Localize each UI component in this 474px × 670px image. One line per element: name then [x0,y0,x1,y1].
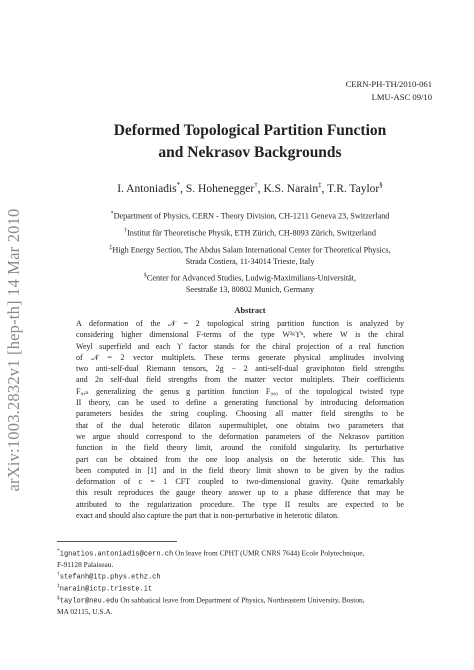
abstract-line: Weyl superfield and each ϒ factor stands for the chiral projection of a real function [76,341,404,351]
footnote-email[interactable]: ignatios.antoniadis@cern.ch [59,550,174,559]
abstract-line: function in the field theory limit, around the conifold singularity. Its perturbative [76,443,404,453]
footnote [57,546,427,570]
arxiv-identifier: arXiv:1003.2832v1 [hep-th] 14 Mar 2010 [4,208,23,492]
abstract-line: considering higher dimensional F-terms of the type W²ᵍϒⁿ, where W is the chiral [76,330,404,340]
affiliation-mark: ‡ [109,245,113,251]
footnote-mark: * [57,548,60,554]
report-number: LMU-ASC 09/10 [371,92,432,102]
author-name: K.S. Narain [263,182,319,195]
footnote [57,593,427,617]
affiliation-mark: § [143,273,147,279]
footnote-rule [57,541,177,542]
author-name: I. Antoniadis [117,182,177,195]
title-line: and Nekrasov Backgrounds [158,144,342,161]
author-name: S. Hohenegger [185,182,255,195]
affiliation-line: High Energy Section, The Abdus Salam International Center for Theoretical Physics, [112,245,391,255]
abstract-line: two anti-self-dual Riemann tensors, 2g − 2 anti-self-dual graviphoton field strengths [76,364,404,374]
abstract-line: II theory, can be used to define a generating functional by introducing deformation [76,398,404,408]
arxiv-sidebar [0,190,28,510]
abstract-line: attributed to the regularization procedure. The type II results are expected to be [76,499,404,509]
abstract-line: part can be obtained from the one loop analysis on the heterotic side. This has [76,454,404,464]
footnote-text: On sabbatical leave from Department of Physics, Northeastern University, Boston, [120,595,365,605]
abstract-line: we argue should correspond to the deformation parameters of the Nekrasov partition [76,431,404,441]
abstract-line: been computed in [1] and in the field theory limit shown to be given by the radius [76,465,404,475]
footnote-text: On leave from CPHT (UMR CNRS 7644) Ecole Polytechnique, [175,548,365,558]
affiliation-line: Center for Advanced Studies, Ludwig-Maximilians-Universität, [146,273,357,283]
abstract-line: A deformation of the 𝒩 = 2 topological string partition function is analyzed by [76,319,404,328]
affiliation-line: Institut für Theoretische Physik, ETH Zürich, CH-8093 Zürich, Switzerland [127,228,376,238]
footnote-text: F-91128 Palaiseau. [57,559,114,569]
footnote-email[interactable]: taylor@neu.edu [59,597,119,606]
title-line: Deformed Topological Partition Function [113,122,387,139]
affiliation [60,226,440,239]
abstract-line: parameters besides the string coupling. Choosing all matter field strengths to be [76,409,404,419]
abstract-line: and 2n self-dual field strengths from the matter vector multiplets. Their coefficients [76,375,404,385]
report-numbers [346,78,432,104]
affiliation [60,243,440,268]
footnote-mark: § [57,595,60,601]
author-mark: § [379,181,383,189]
affiliation [60,209,440,222]
abstract-line: exact and should also capture the part that is non-perturbative in heterotic dilaton. [76,511,340,521]
affiliation-line: Seestraße 13, 80802 Munich, Germany [185,285,315,295]
author-mark: ‡ [318,181,322,189]
abstract-heading: Abstract [234,306,266,315]
footnote-email[interactable]: narain@ictp.trieste.it [59,585,153,594]
paper-title [40,120,460,164]
affiliation-line: Department of Physics, CERN - Theory Division, CH-1211 Geneva 23, Switzerland [113,211,390,221]
abstract-line: that of the dual heterotic dilaton supermultiplet, one obtains two parameters that [76,420,404,430]
author-name: T.R. Taylor [327,182,380,195]
affiliation-line: Strada Costiera, 11-34014 Trieste, Italy [185,257,315,267]
affiliation-mark: † [124,228,128,234]
affiliation-mark: * [110,211,114,217]
abstract-line: of 𝒩 = 2 vector multiplets. These terms generate physical amplitudes involving [76,352,404,362]
report-number: CERN-PH-TH/2010-061 [345,79,432,89]
footnote-email[interactable]: stefanh@itp.phys.ethz.ch [59,573,161,582]
abstract-line: F₉,ₙ generalizing the genus g partition function F₉,₀ of the topological twisted type [76,386,404,396]
author-list: I. Antoniadis*, S. Hohenegger†, K.S. Narain‡, T.R. Taylor§ [117,181,383,195]
author-mark: † [254,181,258,189]
abstract-line: deformation of c = 1 CFT coupled to two-dimensional gravity. Quite remarkably [76,477,404,487]
footnote-text: MA 02115, U.S.A. [57,606,113,616]
author-mark: * [176,181,181,189]
footnote-mark: † [57,571,60,577]
footnote-mark: ‡ [57,583,60,589]
abstract-line: this result reproduces the gauge theory answer up to a phase difference that may be [76,488,404,498]
abstract-body [76,318,404,521]
affiliation [60,271,440,296]
